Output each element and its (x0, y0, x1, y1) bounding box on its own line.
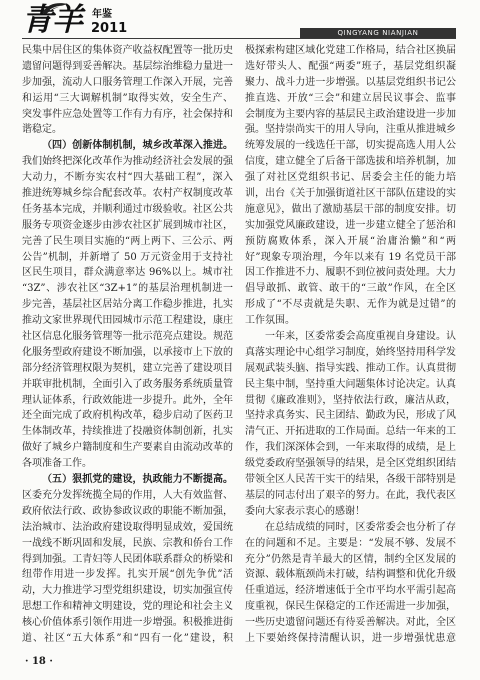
text-line: 坚持求真务实、民主团结、勤政为民，形成了风 (245, 410, 456, 422)
logo-ornament-icon (40, 1, 70, 15)
text-line: 一些历史遗留问题还有待妥善解决。对此，全区 (245, 617, 456, 629)
yearbook-logo: 青羊 (22, 2, 82, 38)
text-line: 道、社区“五大体系”和“四有一化”建设，积 (22, 632, 233, 644)
text-line: 得到加强。工青妇等人民团体联系群众的桥梁和 (22, 553, 233, 565)
text-line: 任重道远，经济增速低于全市平均水平需引起高 (245, 585, 456, 597)
text-line: 形成了“不尽责就是失职、无作为就是过错”的 (245, 299, 456, 311)
text-line: 因工作推进不力、履职不到位被问责处理。大力 (245, 267, 456, 279)
text-line: 推直选、开放“三会”和建立居民议事会、监事 (245, 92, 456, 104)
text-line: 度重视，保民生保稳定的工作还需进一步加强， (245, 601, 456, 613)
text-line: 充分”仍然是青羊最大的区情，制约全区发展的 (245, 553, 456, 565)
text-line: 区委充分发挥统揽全局的作用，人大有效监督、 (22, 489, 233, 501)
left-column (22, 43, 233, 647)
text-line: 大动力，不断夯实农村“四大基础工程”，深入 (22, 172, 233, 184)
text-line: 突发事件应急处置等工作有力有序，社会保持和 (22, 108, 233, 120)
text-line: 清气正、开拓进取的工作局面。总结一年来的工 (245, 426, 456, 438)
header-banner: QINGYANG NIANJIAN (300, 28, 456, 38)
text-line: 好”现象专项治理，今年以来有 19 名党员干部 (245, 251, 456, 263)
text-line: 我们始终把深化改革作为推动经济社会发展的强 (22, 156, 233, 168)
text-line: 强。坚持崇尚实干的用人导向，注重从推进城乡 (245, 124, 456, 136)
text-line: 步完善，基层社区居站分离工作稳步推进，扎实 (22, 299, 233, 311)
text-line: 推动文家世界现代田园城市示范工程建设，康庄 (22, 315, 233, 327)
text-line: 区民生项目，群众满意率达 96%以上。城市社 (22, 267, 233, 279)
text-line: 并联审批机制，全面引入了政务服务系统质量管 (22, 378, 233, 390)
text-line: 一年来，区委常委会高度重视自身建设。认 (265, 331, 456, 343)
logo-caption: 年鉴 (92, 9, 112, 20)
text-line: 服务专项资金逐步由涉农社区扩展到城市社区， (22, 219, 233, 231)
text-line: 政府依法行政、政协参政议政的职能不断加强， (22, 505, 233, 517)
text-line: 化服务型政府建设不断加强，以承接市上下放的 (22, 346, 233, 358)
header-rule (22, 38, 456, 39)
text-line: 动，大力推进学习型党组织建设，切实加强宣传 (22, 585, 233, 597)
page-number: · 18 · (25, 656, 53, 667)
text-line: 统筹发展的一线选任干部，切实提高选人用人公 (245, 140, 456, 152)
text-line: 预防腐败体系，深入开展“治庸治懒”和“两 (245, 235, 456, 247)
text-line: 一战线不断巩固和发展，民族、宗教和侨台工作 (22, 537, 233, 549)
text-line: 生体制改革，持续推进了投融资体制创新，扎实 (22, 426, 233, 438)
text-line: 步加强，流动人口服务管理工作深入开展，完善 (22, 76, 233, 88)
text-line: 做好了城乡户籍制度和生产要素自由流动改革的 (22, 442, 233, 454)
text-line: 纽带作用进一步发挥。扎实开展“创先争优”活 (22, 569, 233, 581)
text-line: 理认证体系，行政效能进一步提升。此外，全年 (22, 394, 233, 406)
text-line: 民主集中制，坚持重大问题集体讨论决定。认真 (245, 378, 456, 390)
text-line: 实加强党风廉政建设，进一步建立健全了惩治和 (245, 219, 456, 231)
text-line: 谐稳定。 (22, 124, 62, 136)
text-line: 资源、载体瓶颈尚未打破，结构调整和优化升级 (245, 569, 456, 581)
text-line: 选好带头人、配强“两委”班子，基层党组织凝 (245, 60, 456, 72)
text-line: 训，出台《关于加强街道社区干部队伍建设的实 (245, 188, 456, 200)
text-line: 会制度为主要内容的基层民主政治建设进一步加 (245, 108, 456, 120)
text-line: 法治城市、法治政府建设取得明显成效，爱国统 (22, 521, 233, 533)
text-line: 作，我们深深体会到，一年来取得的成绩，是上 (245, 442, 456, 454)
logo-year: 2011 (91, 21, 128, 36)
text-line: 真落实理论中心组学习制度，始终坚持用科学发 (245, 346, 456, 358)
text-line: 完善了民生项目实施的“两上两下、三公示、两 (22, 235, 233, 247)
text-line: 聚力、战斗力进一步增强。以基层党组织书记公 (245, 76, 456, 88)
text-line: 部分经济管理权限为契机，建立完善了建设项目 (22, 362, 233, 374)
text-line: 各项准备工作。 (22, 458, 92, 470)
text-line: 委向大家表示衷心的感谢！ (245, 505, 365, 517)
section-heading: （五）狠抓党的建设，执政能力不断提高。 (42, 474, 233, 486)
text-line: 核心价值体系引领作用进一步增强。积极推进街 (22, 617, 233, 629)
text-line: 展观武装头脑、指导实践、推动工作。认真贯彻 (245, 362, 456, 374)
text-line: 倡导敢抓、敢管、敢干的“三敢”作风，在全区 (245, 283, 456, 295)
text-line: 公告”机制，并新增了 50 万元资金用于支持社 (22, 251, 233, 263)
text-line: 级党委政府坚强领导的结果，是全区党组织团结 (245, 458, 456, 470)
right-column (245, 43, 456, 647)
text-line: 在总结成绩的同时，区委常委会也分析了存 (265, 521, 456, 533)
text-line: 上下要始终保持清醒认识，进一步增强忧患意 (245, 632, 456, 644)
text-line: 带领全区人民苦干实干的结果，各级干部特别是 (245, 474, 456, 486)
text-line: 施意见》，做出了激励基层干部的制度安排。切 (245, 203, 456, 215)
text-line: 工作氛围。 (245, 315, 295, 327)
text-line: 极探索构建区域化党建工作格局，结合社区换届 (245, 45, 456, 56)
text-line: 在的问题和不足。主要是：“发展不够、发展不 (245, 537, 456, 549)
text-line: 信度，建立健全了后备干部选拔和培养机制，加 (245, 156, 456, 168)
text-line: “3Z”、涉农社区“3Z+1”的基层治理机制进一 (22, 283, 233, 295)
text-line: 还全面完成了政府机构改革，稳步启动了医药卫 (22, 410, 233, 422)
text-line: 思想工作和精神文明建设，党的理论和社会主义 (22, 601, 233, 613)
text-line: 基层的同志付出了艰辛的努力。在此，我代表区 (245, 489, 456, 501)
text-line: 遗留问题得到妥善解决。基层综治维稳力量进一 (22, 60, 233, 72)
text-line: 贯彻《廉政准则》，坚持依法行政，廉洁从政， (245, 394, 456, 406)
text-line: 强了对社区党组织书记、居委会主任的能力培 (245, 172, 456, 184)
text-line: 推进统筹城乡综合配套改革。农村产权制度改革 (22, 188, 233, 200)
section-heading: （四）创新体制机制，城乡改革深入推进。 (42, 140, 233, 152)
text-line: 社区信息化服务管理等一批示范亮点建设。规范 (22, 331, 233, 343)
text-line: 民集中居住区的集体资产收益权配置等一批历史 (22, 45, 233, 56)
text-line: 和运用“三大调解机制”取得实效，安全生产、 (22, 92, 233, 104)
text-line: 任务基本完成，并顺利通过市级验收。社区公共 (22, 203, 233, 215)
